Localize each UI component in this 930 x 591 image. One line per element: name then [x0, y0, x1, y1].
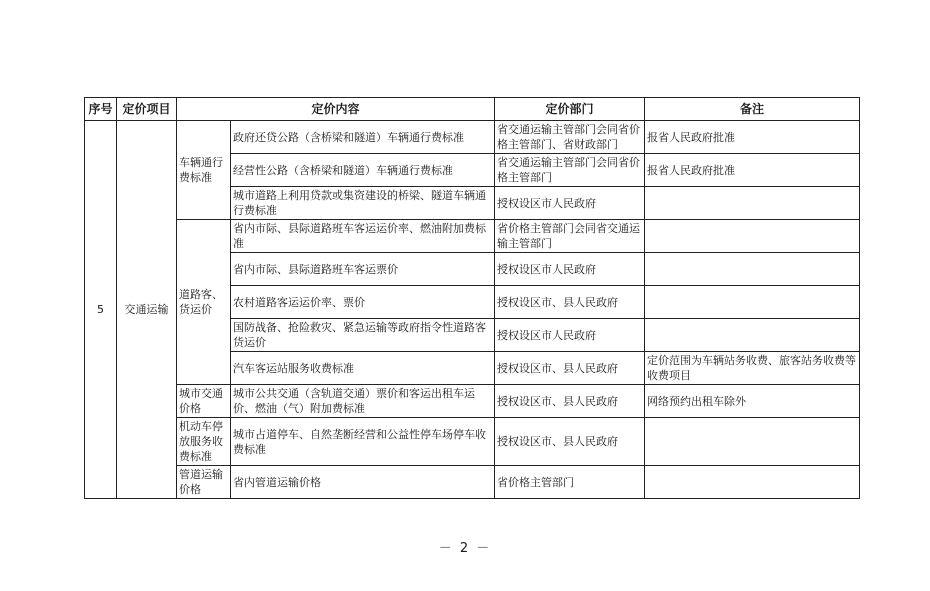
content-cell: 城市占道停车、自然垄断经营和公益性停车场停车收费标准: [231, 418, 495, 466]
header-dept: 定价部门: [495, 98, 645, 121]
content-cell: 农村道路客运运价率、票价: [231, 286, 495, 319]
dept-cell: 授权设区市人民政府: [495, 253, 645, 286]
note-cell: [645, 466, 860, 499]
table-row: [85, 385, 860, 418]
dept-cell: 授权设区市、县人民政府: [495, 385, 645, 418]
category-cell: 管道运输价格: [177, 466, 231, 499]
note-cell: [645, 418, 860, 466]
note-cell: [645, 286, 860, 319]
category-cell: 车辆通行费标准: [177, 121, 231, 220]
content-cell: 城市道路上利用贷款或集资建设的桥梁、隧道车辆通行费标准: [231, 187, 495, 220]
note-cell: [645, 220, 860, 253]
header-note: 备注: [645, 98, 860, 121]
category-cell: 道路客、货运价: [177, 220, 231, 385]
note-cell: [645, 187, 860, 220]
item-cell: 交通运输: [117, 121, 177, 499]
content-cell: 国防战备、抢险救灾、紧急运输等政府指令性道路客货运价: [231, 319, 495, 352]
content-cell: 省内市际、县际道路班车客运票价: [231, 253, 495, 286]
note-cell: 定价范围为车辆站务收费、旅客站务收费等收费项目: [645, 352, 860, 385]
table-row: [85, 466, 860, 499]
header-item: 定价项目: [117, 98, 177, 121]
content-cell: 经营性公路（含桥梁和隧道）车辆通行费标准: [231, 154, 495, 187]
dept-cell: 授权设区市、县人民政府: [495, 352, 645, 385]
content-cell: 省内管道运输价格: [231, 466, 495, 499]
pricing-table: [84, 97, 860, 499]
table-header-row: [85, 98, 860, 121]
note-cell: [645, 253, 860, 286]
dept-cell: 授权设区市、县人民政府: [495, 418, 645, 466]
dept-cell: 授权设区市人民政府: [495, 187, 645, 220]
note-cell: 报省人民政府批准: [645, 121, 860, 154]
category-cell: 机动车停放服务收费标准: [177, 418, 231, 466]
table-row: [85, 220, 860, 253]
table-row: [85, 121, 860, 154]
dept-cell: 授权设区市、县人民政府: [495, 286, 645, 319]
note-cell: 网络预约出租车除外: [645, 385, 860, 418]
category-cell: 城市交通价格: [177, 385, 231, 418]
header-seq: 序号: [85, 98, 117, 121]
content-cell: 汽车客运站服务收费标准: [231, 352, 495, 385]
content-cell: 政府还贷公路（含桥梁和隧道）车辆通行费标准: [231, 121, 495, 154]
dept-cell: 省价格主管部门: [495, 466, 645, 499]
table-row: [85, 418, 860, 466]
page-number: － 2 －: [438, 541, 492, 556]
seq-cell: 5: [85, 121, 117, 499]
note-cell: 报省人民政府批准: [645, 154, 860, 187]
dept-cell: 省价格主管部门会同省交通运输主管部门: [495, 220, 645, 253]
content-cell: 城市公共交通（含轨道交通）票价和客运出租车运价、燃油（气）附加费标准: [231, 385, 495, 418]
dept-cell: 授权设区市人民政府: [495, 319, 645, 352]
dept-cell: 省交通运输主管部门会同省价格主管部门、省财政部门: [495, 121, 645, 154]
dept-cell: 省交通运输主管部门会同省价格主管部门: [495, 154, 645, 187]
content-cell: 省内市际、县际道路班车客运运价率、燃油附加费标准: [231, 220, 495, 253]
note-cell: [645, 319, 860, 352]
header-content: 定价内容: [177, 98, 495, 121]
